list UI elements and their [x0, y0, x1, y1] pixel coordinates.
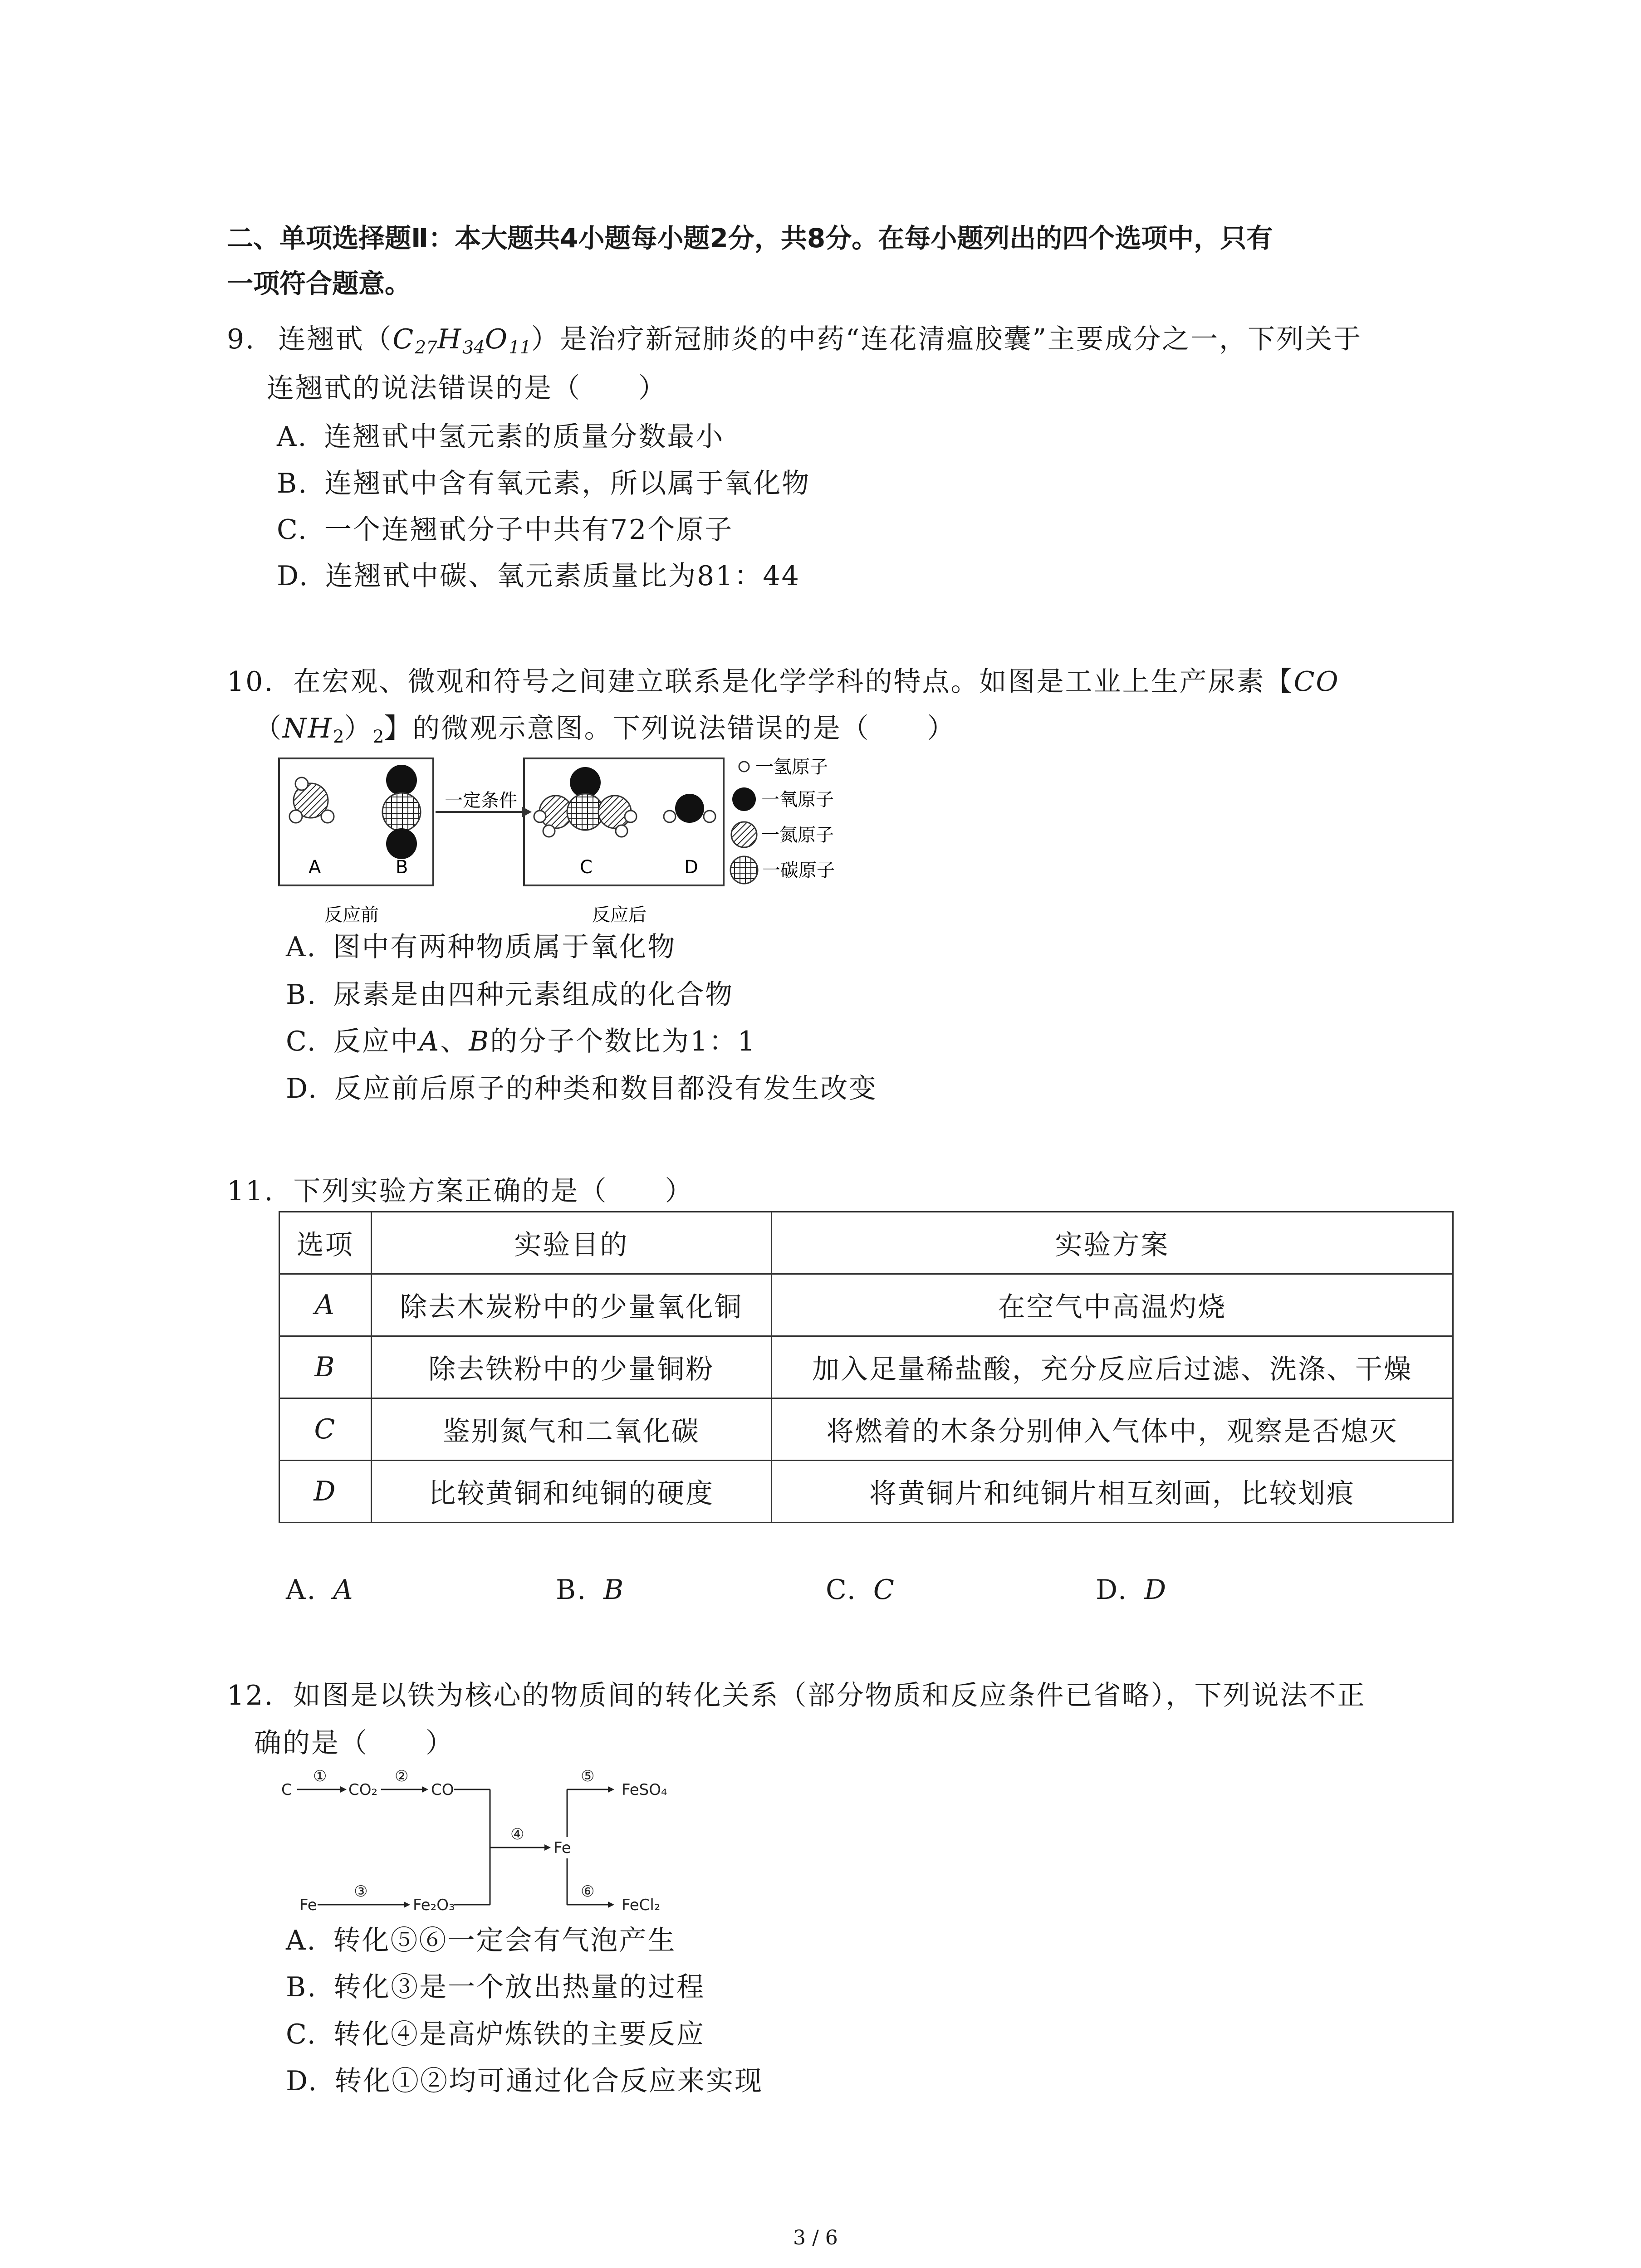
q9-line1: 9. 连翘甙$(C_{27}H_{34}O_{11})$是治疗新冠肺炎的中药“连花清瘟胶囊”主要成分之一，下列关于	[227, 323, 1362, 358]
svg-text:FeSO₄: FeSO₄	[622, 1781, 667, 1799]
svg-text:A: A	[309, 857, 321, 878]
table-row: D 比较黄铜和纯铜的硬度 将黄铜片和纯铜片相互刻画，比较划痕	[279, 1461, 1453, 1523]
svg-text:⑥: ⑥	[581, 1882, 595, 1901]
q12-option-a[interactable]: A. 转化⑤⑥一定会有气泡产生	[286, 1925, 676, 1956]
q10-option-b[interactable]: B. 尿素是由四种元素组成的化合物	[286, 979, 734, 1011]
svg-text:一氧原子: 一氧原子	[761, 789, 834, 810]
q11-line1: 11. 下列实验方案正确的是（ ）	[227, 1175, 694, 1207]
q12-option-d[interactable]: D. 转化①②均可通过化合反应来实现	[286, 2065, 764, 2097]
q12-number: 12.	[227, 1680, 274, 1711]
q9-formula: $C_{27}H_{34}O_{11}$	[392, 323, 531, 358]
q10-number: 10.	[227, 666, 274, 698]
svg-text:一氮原子: 一氮原子	[761, 825, 834, 846]
svg-text:①: ①	[313, 1767, 327, 1785]
table-header-row: 选项 实验目的 实验方案	[279, 1212, 1453, 1274]
svg-text:一定条件: 一定条件	[445, 790, 517, 811]
svg-text:Fe: Fe	[554, 1839, 571, 1857]
table-row: A 除去木炭粉中的少量氧化铜 在空气中高温灼烧	[279, 1274, 1453, 1336]
q10-option-a[interactable]: A. 图中有两种物质属于氧化物	[286, 931, 676, 963]
svg-text:CO₂: CO₂	[348, 1781, 378, 1799]
q10-molecule-figure	[277, 753, 889, 934]
q10-line2: $(NH_2)_2$】的微观示意图。下列说法错误的是（ ）	[254, 713, 956, 748]
svg-text:④: ④	[510, 1825, 524, 1843]
q11-option-a[interactable]: A. A	[286, 1574, 354, 1606]
q9-option-d[interactable]: D. 连翘甙中碳、氧元素质量比为81：44	[277, 560, 800, 592]
svg-text:⑤: ⑤	[581, 1767, 595, 1785]
q11-option-d[interactable]: D. D	[1096, 1574, 1168, 1606]
q12-line2: 确的是（ ）	[254, 1727, 454, 1759]
q9-option-b[interactable]: B. 连翘甙中含有氧元素，所以属于氧化物	[277, 468, 811, 499]
svg-text:FeCl₂: FeCl₂	[622, 1896, 661, 1914]
q12-line1: 12. 如图是以铁为核心的物质间的转化关系（部分物质和反应条件已省略），下列说法不正	[227, 1680, 1366, 1711]
svg-text:C: C	[580, 857, 593, 878]
q11-option-c[interactable]: C. C	[826, 1574, 896, 1606]
page-number: 3 / 6	[793, 2226, 838, 2249]
q10-option-c[interactable]: C. 反应中A、B的分子个数比为1：1	[286, 1026, 756, 1057]
q10-line1: 10. 在宏观、微观和符号之间建立联系是化学学科的特点。如图是工业上生产尿素【CO	[227, 666, 1340, 698]
carbon-atom	[382, 793, 421, 831]
q9-number: 9.	[227, 323, 256, 355]
svg-text:一碳原子: 一碳原子	[762, 860, 835, 881]
table-row: B 除去铁粉中的少量铜粉 加入足量稀盐酸，充分反应后过滤、洗涤、干燥	[279, 1336, 1453, 1398]
svg-text:Fe₂O₃: Fe₂O₃	[413, 1896, 455, 1914]
svg-text:Fe: Fe	[299, 1896, 317, 1914]
svg-text:反应前: 反应前	[324, 904, 379, 925]
svg-text:反应后: 反应后	[592, 904, 647, 925]
q11-option-b[interactable]: B. B	[556, 1574, 625, 1606]
q12-conversion-diagram	[272, 1762, 749, 1916]
section-title-line2: 一项符合题意。	[227, 268, 411, 299]
oxygen-atom	[386, 765, 417, 796]
svg-text:③: ③	[354, 1882, 368, 1901]
table-row: C 鉴别氮气和二氧化碳 将燃着的木条分别伸入气体中，观察是否熄灭	[279, 1398, 1453, 1461]
q9-line2: 连翘甙的说法错误的是（ ）	[267, 372, 667, 404]
svg-text:D: D	[684, 857, 698, 878]
svg-text:C: C	[281, 1781, 292, 1799]
q12-option-b[interactable]: B. 转化③是一个放出热量的过程	[286, 1971, 705, 2003]
section-title-line1: 二、单项选择题Ⅱ：本大题共4小题每小题2分，共8分。在每小题列出的四个选项中，只有	[227, 223, 1273, 254]
q9-option-a[interactable]: A. 连翘甙中氢元素的质量分数最小	[277, 421, 725, 453]
q12-option-c[interactable]: C. 转化④是高炉炼铁的主要反应	[286, 2019, 705, 2050]
q11-number: 11.	[227, 1175, 274, 1207]
svg-text:CO: CO	[431, 1781, 454, 1799]
svg-text:B: B	[396, 857, 408, 878]
q10-option-d[interactable]: D. 反应前后原子的种类和数目都没有发生改变	[286, 1073, 878, 1105]
svg-text:一氢原子: 一氢原子	[755, 757, 828, 777]
svg-text:②: ②	[395, 1767, 409, 1785]
q9-option-c[interactable]: C. 一个连翘甙分子中共有72个原子	[277, 514, 734, 546]
q11-table	[279, 1211, 1454, 1523]
